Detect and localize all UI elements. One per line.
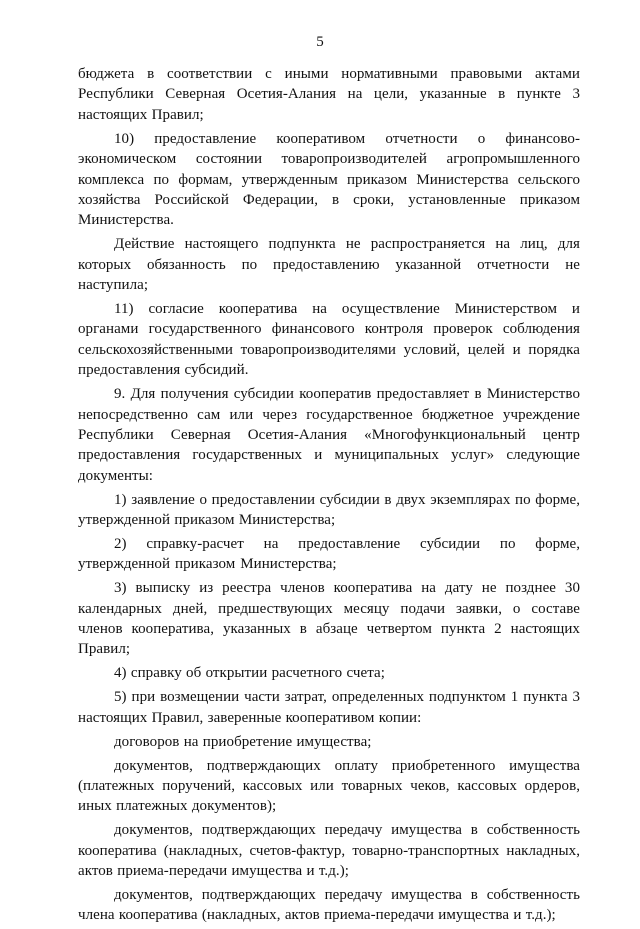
paragraph-payment-docs: документов, подтверждающих оплату приобретенного имущества (платежных поручений, кассовых или товарных чеков, кассовых ордеров, иных платежных документов); bbox=[78, 757, 580, 815]
paragraph-doc-2: 2) справку-расчет на предоставление субсидии по форме, утвержденной приказом Министерства; bbox=[78, 535, 580, 573]
paragraph-section-9: 9. Для получения субсидии кооператив предоставляет в Министерство непосредственно сам или через государственное бюджетное учреждение Республики Северная Осетия-Алания «Многофункциональный центр предоставления государственных и муниципальных услуг» следующие документы: bbox=[78, 386, 580, 484]
paragraph-doc-5: 5) при возмещении части затрат, определенных подпунктом 1 пункта 3 настоящих Правил, заверенные кооперативом копии: bbox=[78, 689, 580, 726]
paragraph-transfer-member: документов, подтверждающих передачу имущества в собственность члена кооператива (накладных, актов приема-передачи имущества и т.д.); bbox=[78, 886, 580, 924]
paragraph-doc-4: 4) справку об открытии расчетного счета; bbox=[114, 665, 385, 682]
paragraph-doc-1: 1) заявление о предоставлении субсидии в двух экземплярах по форме, утвержденной приказом Министерства; bbox=[78, 491, 580, 529]
paragraph-budget-continuation: бюджета в соответствии с иными нормативными правовыми актами Республики Северная Осетия-Алания на цели, указанные в пункте 3 настоящих Правил; bbox=[78, 66, 580, 123]
paragraph-transfer-coop: документов, подтверждающих передачу имущества в собственность кооператива (накладных, счетов-фактур, товарно-транспортных накладных, актов приема-передачи имущества и т.д.); bbox=[78, 822, 580, 880]
document-body bbox=[78, 64, 580, 929]
paragraph-item-10-note: Действие настоящего подпункта не распространяется на лиц, для которых обязанность по предоставлению указанной отчетности не наступила; bbox=[78, 236, 580, 294]
paragraph-item-11: 11) согласие кооператива на осуществление Министерством и органами государственного финансового контроля проверок соблюдения сельскохозяйственными товаропроизводителями условий, целей и порядка предоставления субсидий. bbox=[78, 300, 580, 379]
paragraph-item-10: 10) предоставление кооперативом отчетности о финансово-экономическом состоянии товаропроизводителей агропромышленного комплекса по формам, утвержденным приказом Министерства сельского хозяйства Российской Федерации, в сроки, установленные приказом Министерства. bbox=[78, 130, 580, 229]
paragraph-contracts: договоров на приобретение имущества; bbox=[114, 733, 372, 750]
paragraph-doc-3: 3) выписку из реестра членов кооператива на дату не позднее 30 календарных дней, предшествующих месяцу подачи заявки, о составе членов кооператива, указанных в абзаце четвертом пункта 2 настоящих Правил; bbox=[78, 580, 580, 658]
page-number: 5 bbox=[316, 34, 324, 50]
